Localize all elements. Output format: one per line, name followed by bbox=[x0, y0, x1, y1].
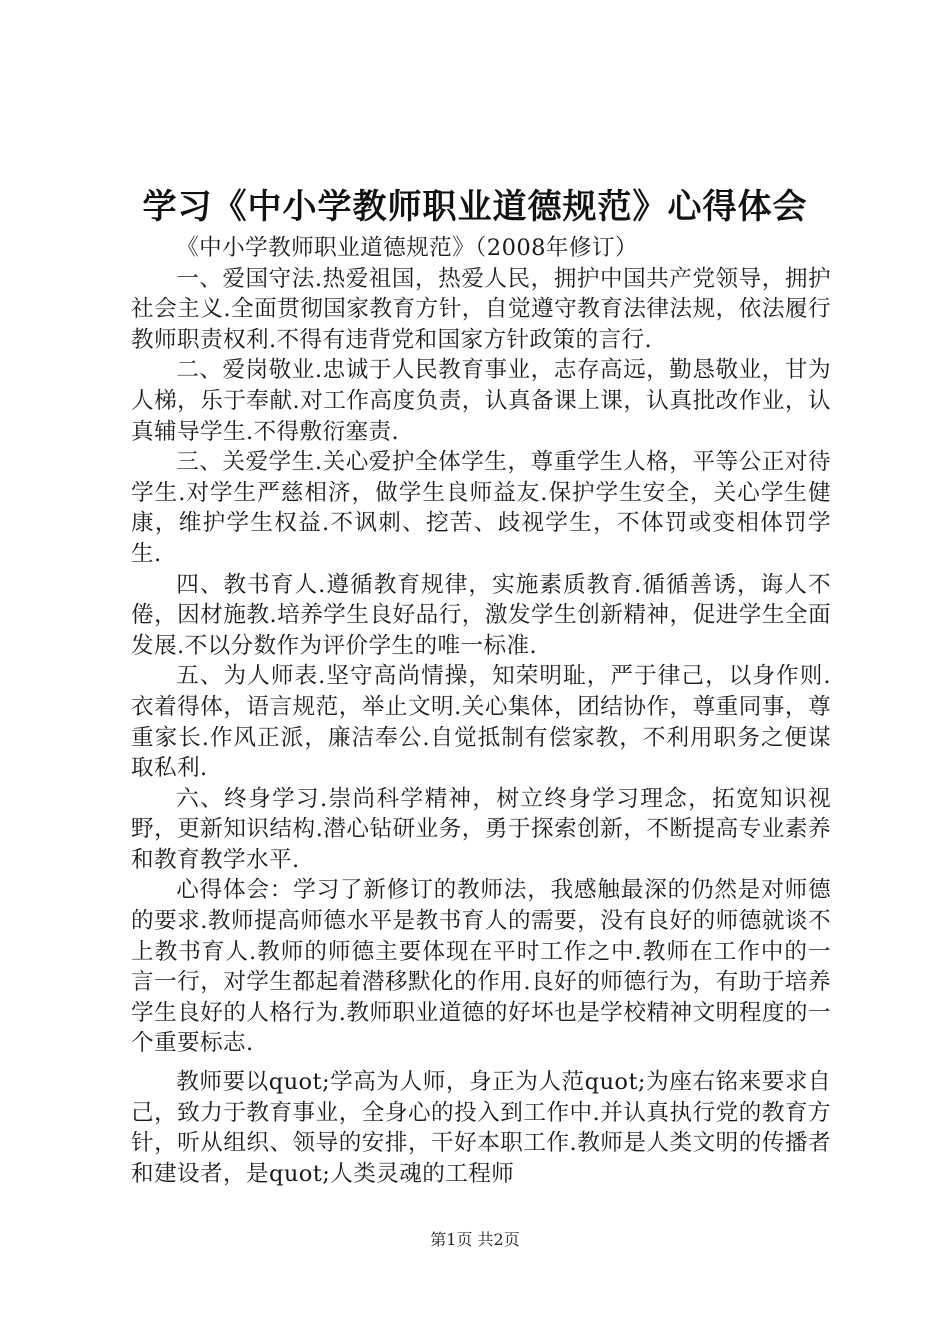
paragraph-item-6: 六、终身学习.崇尚科学精神，树立终身学习理念，拓宽知识视野，更新知识结构.潜心钻研业务，勇于探索创新，不断提高专业素养和教育教学水平. bbox=[131, 785, 831, 873]
paragraph-reflection: 心得体会：学习了新修订的教师法，我感触最深的仍然是对师德的要求.教师提高师德水平是教书育人的需要，没有良好的师德就谈不上教书育人.教师的师德主要体现在平时工作之中.教师在工作中的一言一行，对学生都起着潜移默化的作用.良好的师德行为，有助于培养学生良好的人格行为.教师职业道德的好坏也是学校精神文明程度的一个重要标志. bbox=[131, 877, 831, 1057]
paragraph-item-4: 四、教书育人.遵循教育规律，实施素质教育.循循善诱，诲人不倦，因材施教.培养学生良好品行，激发学生创新精神，促进学生全面发展.不以分数作为评价学生的唯一标准. bbox=[131, 571, 831, 659]
paragraph-item-3: 三、关爱学生.关心爱护全体学生，尊重学生人格，平等公正对待学生.对学生严慈相济，做学生良师益友.保护学生安全，关心学生健康，维护学生权益.不讽刺、挖苦、歧视学生，不体罚或变相体罚学生. bbox=[131, 449, 831, 567]
paragraph-item-5: 五、为人师表.坚守高尚情操，知荣明耻，严于律己，以身作则.衣着得体，语言规范，举止文明.关心集体，团结协作，尊重同事，尊重家长.作风正派，廉洁奉公.自觉抵制有偿家教，不利用职务之便谋取私利. bbox=[131, 663, 831, 782]
paragraph-item-2: 二、爱岗敬业.忠诚于人民教育事业，志存高远，勤恳敬业，甘为人梯，乐于奉献.对工作高度负责，认真备课上课，认真批改作业，认真辅导学生.不得敷衍塞责. bbox=[131, 357, 831, 445]
document-title: 学习《中小学教师职业道德规范》心得体会 bbox=[142, 187, 808, 227]
paragraph-subtitle: 《中小学教师职业道德规范》（2008年修订） bbox=[176, 235, 638, 261]
document-body bbox=[131, 233, 831, 1189]
paragraph-item-1: 一、爱国守法.热爱祖国，热爱人民，拥护中国共产党领导，拥护社会主义.全面贯彻国家教育方针，自觉遵守教育法律法规，依法履行教师职责权利.不得有违背党和国家方针政策的言行. bbox=[131, 265, 831, 353]
page-number-footer: 第1页 共2页 bbox=[430, 1230, 520, 1249]
paragraph-reflection-continued: 教师要以quot;学高为人师，身正为人范quot;为座右铭来要求自己，致力于教育事业，全身心的投入到工作中.并认真执行党的教育方针，听从组织、领导的安排，干好本职工作.教师是人类文明的传播者和建设者，是quot;人类灵魂的工程师 bbox=[131, 1069, 831, 1187]
